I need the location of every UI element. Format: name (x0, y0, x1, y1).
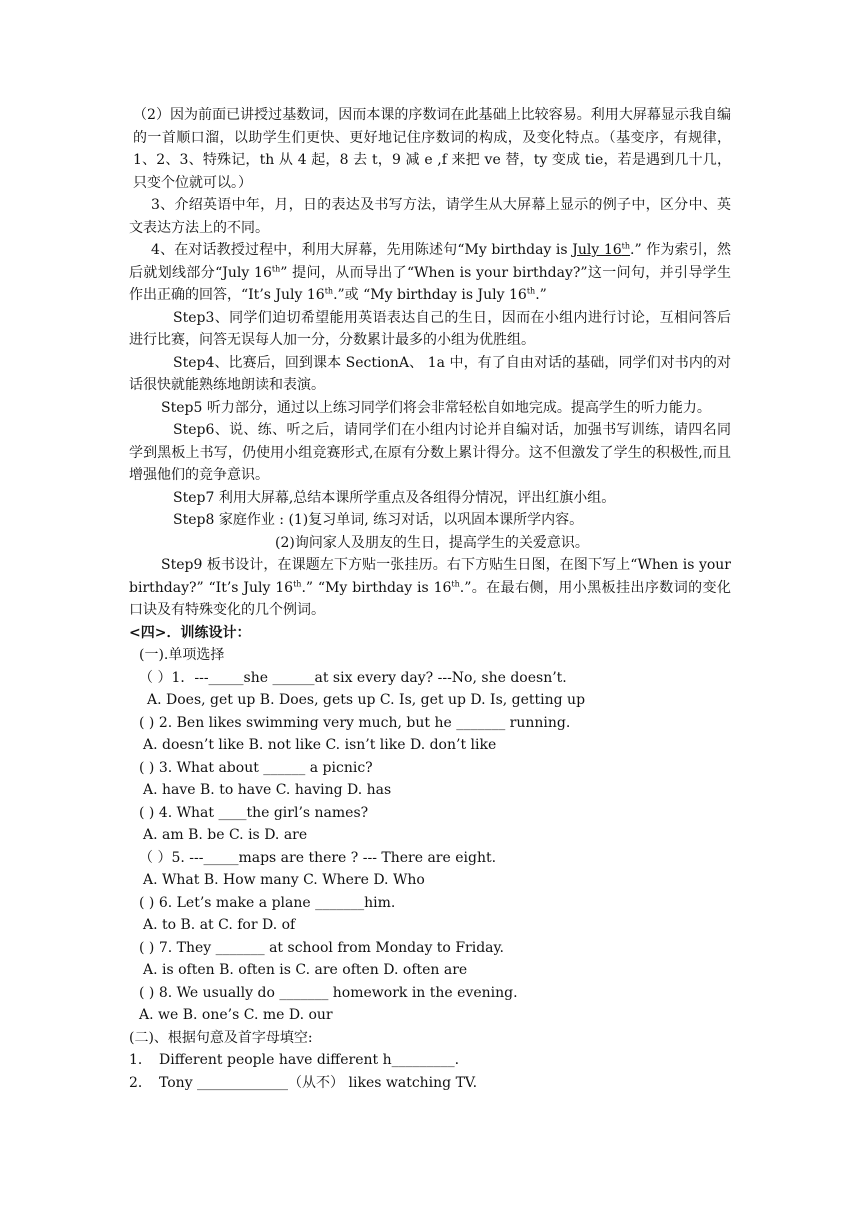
paragraph-step9: Step9 板书设计，在课题左下方贴一张挂历。右下方贴生日图，在图下写上“When is your birthday?” “It’s July 16th.” “My birthday is 16th.”。在最右侧，用小黑板挂出序数词的变化口诀及有特殊变化的几个例词。 (129, 557, 731, 618)
fill-item-1: 1． Different people have different h_________. (129, 1052, 460, 1068)
question-5: （ ）5. ---_____maps are there ? --- There are eight. (139, 849, 497, 866)
question-7: ( ) 7. They _______ at school from Monday to Friday. (139, 939, 505, 956)
paragraph-step4: Step4、比赛后，回到课本 SectionA、 1a 中，有了自由对话的基础，同学们对书内的对话很快就能熟练地朗读和表演。 (129, 354, 731, 393)
question-8: ( ) 8. We usually do _______ homework in the evening. (139, 984, 518, 1001)
question-5-options: A. What B. How many C. Where D. Who (143, 872, 425, 888)
text-segment: ” 提问，从而导出了“When is your birthday?”这一问句，并引导学生作出正确的回答，“It’s July 16 (129, 264, 732, 303)
text-segment: .” 作为索引，然后就划线部分“July 16 (129, 242, 732, 281)
text-segment: .” (535, 287, 547, 303)
underlined-date: July 16th (572, 241, 631, 258)
paragraph-date-expression: 3、介绍英语中年，月，日的表达及书写方法，请学生从大屏幕上显示的例子中，区分中、英文表达方法上的不同。 (129, 197, 731, 236)
question-2-options: A. doesn’t like B. not like C. isn’t like D. don’t like (143, 737, 497, 753)
paragraph-ordinal-numbers: （2）因为前面已讲授过基数词，因而本课的序数词在此基础上比较容易。利用大屏幕显示我自编的一首顺口溜，以助学生们更快、更好地记住序数词的构成，及变化特点。（基变序，有规律，1、2、3、特殊记，th 从 4 起，8 去 t，9 减 e ,f 来把 ve 替，ty 变成 tie，若是遇到几十几，只变个位就可以。） (133, 107, 731, 191)
paragraph-step8-line2: (2)询问家人及朋友的生日，提高学生的关爱意识。 (275, 534, 589, 551)
subsection-fill-in: (二)、根据句意及首字母填空: (129, 1029, 313, 1046)
document-body (129, 104, 731, 1094)
paragraph-dialogue-teaching: 4、在对话教授过程中，利用大屏幕，先用陈述句“My birthday is July 16th.” 作为索引，然后就划线部分“July 16th” 提问，从而导出了“When is your birthday?”这一问句，并引导学生作出正确的回答，“It’s July 16th.”或 “My birthday is July 16th.” (129, 241, 732, 303)
question-8-options: A. we B. one’s C. me D. our (139, 1007, 333, 1023)
section-heading-training: <四>．训练设计： (129, 624, 251, 641)
fill-item-2: 2． Tony _____________（从不） likes watching TV. (129, 1074, 478, 1091)
question-4-options: A. am B. be C. is D. are (143, 827, 308, 843)
question-7-options: A. is often B. often is C. are often D. often are (143, 962, 468, 978)
question-6: ( ) 6. Let’s make a plane _______him. (139, 894, 396, 911)
text-segment: 4、在对话教授过程中，利用大屏幕，先用陈述句“My birthday is (151, 242, 573, 258)
question-1: （ ）1．---_____she ______at six every day? ---No, she doesn’t. (139, 669, 567, 686)
question-4: ( ) 4. What ____the girl’s names? (139, 804, 369, 821)
paragraph-step6: Step6、说、练、听之后，请同学们在小组内讨论并自编对话，加强书写训练，请四名同学到黑板上书写，仍使用小组竞赛形式,在原有分数上累计得分。这不但激发了学生的积极性,而且增强他们的竞争意识。 (129, 422, 731, 483)
question-3-options: A. have B. to have C. having D. has (143, 782, 392, 798)
question-1-options: A. Does, get up B. Does, gets up C. Is, get up D. Is, getting up (147, 692, 586, 708)
paragraph-step8-line1: Step8 家庭作业 : (1)复习单词, 练习对话，以巩固本课所学内容。 (173, 512, 584, 528)
text-segment: .”或 “My birthday is July 16 (333, 287, 527, 303)
paragraph-step5: Step5 听力部分，通过以上练习同学们将会非常轻松自如地完成。提高学生的听力能力。 (161, 399, 711, 416)
question-2: ( ) 2. Ben likes swimming very much, but he _______ running. (139, 714, 571, 731)
paragraph-step7: Step7 利用大屏幕,总结本课所学重点及各组得分情况，评出红旗小组。 (173, 489, 616, 506)
question-6-options: A. to B. at C. for D. of (143, 917, 296, 933)
paragraph-step3: Step3、同学们迫切希望能用英语表达自己的生日，因而在小组内进行讨论，互相问答后进行比赛，问答无误每人加一分，分数累计最多的小组为优胜组。 (129, 309, 731, 348)
question-3: ( ) 3. What about ______ a picnic? (139, 759, 373, 776)
subsection-single-choice: (一).单项选择 (139, 647, 225, 663)
